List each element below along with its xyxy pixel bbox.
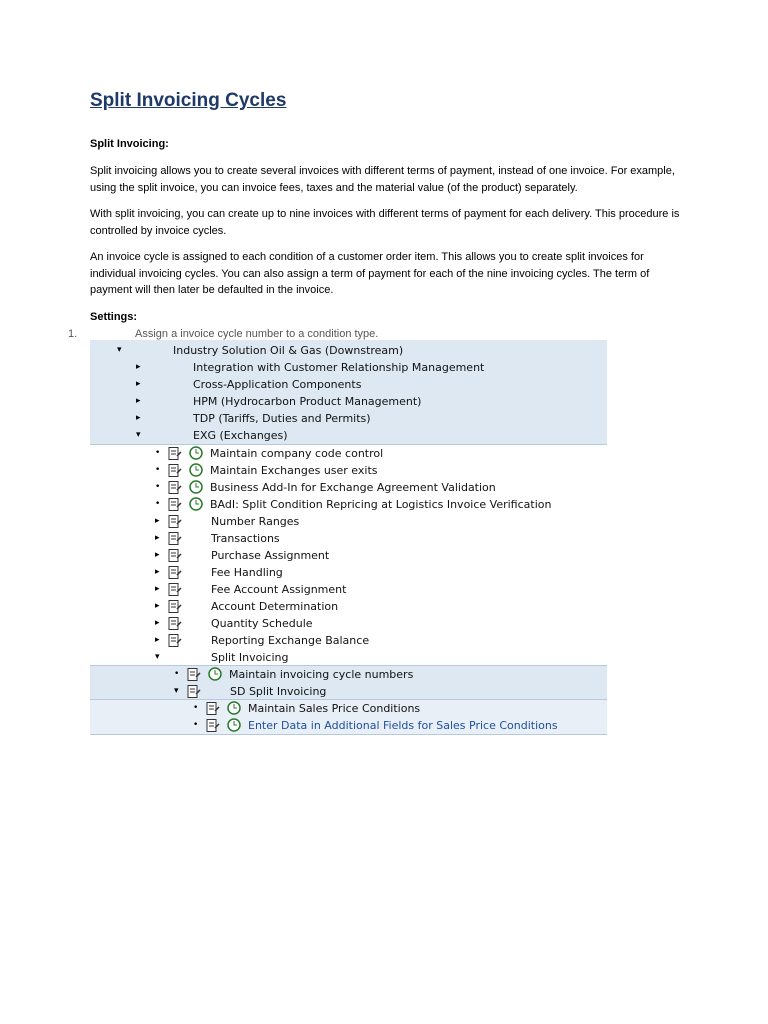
tree-node-label: EXG (Exchanges) <box>193 429 288 442</box>
tree-node-label: TDP (Tariffs, Duties and Permits) <box>193 412 371 425</box>
document-icon <box>168 566 182 579</box>
tree-node-label: Quantity Schedule <box>211 617 313 630</box>
paragraph-2: With split invoicing, you can create up to nine invoices with different terms of payment for each delivery. This procedure is controlled by invoice cycles. <box>90 208 680 237</box>
tree-node-label: Purchase Assignment <box>211 549 330 562</box>
bullet-icon: • <box>155 465 161 475</box>
tree-node-exg[interactable] <box>90 427 607 444</box>
document-icon[interactable] <box>206 702 220 715</box>
document-icon <box>168 583 182 596</box>
tree-node-label: HPM (Hydrocarbon Product Management) <box>193 395 422 408</box>
expand-arrow-icon[interactable]: ▸ <box>155 601 160 611</box>
tree-node-activity[interactable] <box>90 700 607 717</box>
tree-node-activity[interactable] <box>90 479 607 496</box>
expand-arrow-icon[interactable]: ▸ <box>136 362 141 372</box>
paragraph-3: An invoice cycle is assigned to each condition of a customer order item. This allows you to create split invoices for individual invoicing cycles. You can also assign a term of payment for each of the nine invoicing cycles. The term of payment will then later be defaulted in the invoice. <box>90 251 650 296</box>
tree-node-hpm[interactable] <box>90 393 607 410</box>
tree-node-label: Industry Solution Oil & Gas (Downstream) <box>173 344 404 357</box>
page-title: Split Invoicing Cycles <box>90 90 287 111</box>
tree-node-label: Fee Handling <box>211 566 283 579</box>
tree-node-label: Account Determination <box>211 600 339 613</box>
expand-arrow-icon[interactable]: ▸ <box>155 516 160 526</box>
execute-clock-icon[interactable] <box>227 701 241 715</box>
execute-clock-icon[interactable] <box>189 480 203 494</box>
step-text: Assign a invoice cycle number to a condition type. <box>135 328 379 340</box>
expand-arrow-icon[interactable]: ▸ <box>155 550 160 560</box>
tree-node-label: Split Invoicing <box>211 651 289 664</box>
tree-node-activity[interactable] <box>90 717 607 734</box>
tree-node-folder[interactable] <box>90 615 607 632</box>
section-heading: Split Invoicing: <box>90 138 169 150</box>
tree-node-label: Maintain Sales Price Conditions <box>248 702 421 715</box>
expand-arrow-icon[interactable]: ▸ <box>136 379 141 389</box>
tree-node-folder[interactable] <box>90 632 607 649</box>
expand-arrow-icon[interactable]: ▸ <box>155 635 160 645</box>
settings-heading: Settings: <box>90 311 138 323</box>
bullet-icon: • <box>174 669 180 679</box>
document-icon[interactable] <box>168 447 182 460</box>
expand-arrow-icon[interactable]: ▸ <box>136 413 141 423</box>
document-icon <box>168 532 182 545</box>
expand-arrow-icon[interactable]: ▸ <box>136 396 141 406</box>
execute-clock-icon[interactable] <box>189 497 203 511</box>
execute-clock-icon[interactable] <box>227 718 241 732</box>
tree-node-tdp[interactable] <box>90 410 607 427</box>
bullet-icon: • <box>155 499 161 509</box>
bullet-icon: • <box>155 482 161 492</box>
tree-node-link-label[interactable]: Enter Data in Additional Fields for Sales Price Conditions <box>248 719 558 732</box>
tree-node-folder[interactable] <box>90 581 607 598</box>
document-icon <box>168 634 182 647</box>
tree-node-sd-split[interactable] <box>90 683 607 700</box>
expand-arrow-icon[interactable]: ▸ <box>155 584 160 594</box>
tree-node-folder[interactable] <box>90 513 607 530</box>
collapse-arrow-icon[interactable]: ▾ <box>117 345 122 355</box>
tree-node-label: SD Split Invoicing <box>230 685 327 698</box>
expand-arrow-icon[interactable]: ▸ <box>155 567 160 577</box>
tree-node-folder[interactable] <box>90 598 607 615</box>
expand-arrow-icon[interactable]: ▸ <box>155 618 160 628</box>
tree-node-label: Cross-Application Components <box>193 378 362 391</box>
step-number: 1. <box>68 328 78 340</box>
tree-node-folder[interactable] <box>90 530 607 547</box>
tree-node-activity[interactable] <box>90 496 607 513</box>
tree-node-label: Number Ranges <box>211 515 300 528</box>
collapse-arrow-icon[interactable]: ▾ <box>136 430 141 440</box>
tree-node-root[interactable] <box>90 342 607 359</box>
document-icon <box>168 549 182 562</box>
bullet-icon: • <box>193 703 199 713</box>
tree-node-label: Transactions <box>211 532 280 545</box>
tree-node-activity[interactable] <box>90 445 607 462</box>
tree-node-label: Business Add-In for Exchange Agreement Validation <box>210 481 496 494</box>
document-icon[interactable] <box>168 481 182 494</box>
bullet-icon: • <box>193 720 199 730</box>
collapse-arrow-icon[interactable]: ▾ <box>174 686 179 696</box>
tree-node-label: BAdI: Split Condition Repricing at Logistics Invoice Verification <box>210 498 552 511</box>
document-icon <box>168 515 182 528</box>
document-icon <box>168 600 182 613</box>
tree-node-label: Maintain company code control <box>210 447 384 460</box>
document-icon <box>168 617 182 630</box>
document-icon[interactable] <box>206 719 220 732</box>
execute-clock-icon[interactable] <box>189 446 203 460</box>
tree-node-activity[interactable] <box>90 666 607 683</box>
tree-node-label: Fee Account Assignment <box>211 583 347 596</box>
tree-node-label: Reporting Exchange Balance <box>211 634 370 647</box>
tree-node-folder[interactable] <box>90 547 607 564</box>
tree-node-label: Maintain invoicing cycle numbers <box>229 668 414 681</box>
document-icon[interactable] <box>168 464 182 477</box>
document-icon[interactable] <box>187 668 201 681</box>
tree-node-integration[interactable] <box>90 359 607 376</box>
tree-node-label: Integration with Customer Relationship Management <box>193 361 485 374</box>
document-icon[interactable] <box>168 498 182 511</box>
document-icon <box>187 685 201 698</box>
expand-arrow-icon[interactable]: ▸ <box>155 533 160 543</box>
tree-node-split-invoicing[interactable] <box>90 649 607 666</box>
bullet-icon: • <box>155 448 161 458</box>
tree-node-cross-app[interactable] <box>90 376 607 393</box>
paragraph-1: Split invoicing allows you to create several invoices with different terms of payment, instead of one invoice. For example, using the split invoice, you can invoice fees, taxes and the material value (of the product) separately. <box>90 165 675 194</box>
tree-node-activity[interactable] <box>90 462 607 479</box>
execute-clock-icon[interactable] <box>208 667 222 681</box>
tree-node-label: Maintain Exchanges user exits <box>210 464 378 477</box>
execute-clock-icon[interactable] <box>189 463 203 477</box>
tree-node-folder[interactable] <box>90 564 607 581</box>
collapse-arrow-icon[interactable]: ▾ <box>155 652 160 662</box>
